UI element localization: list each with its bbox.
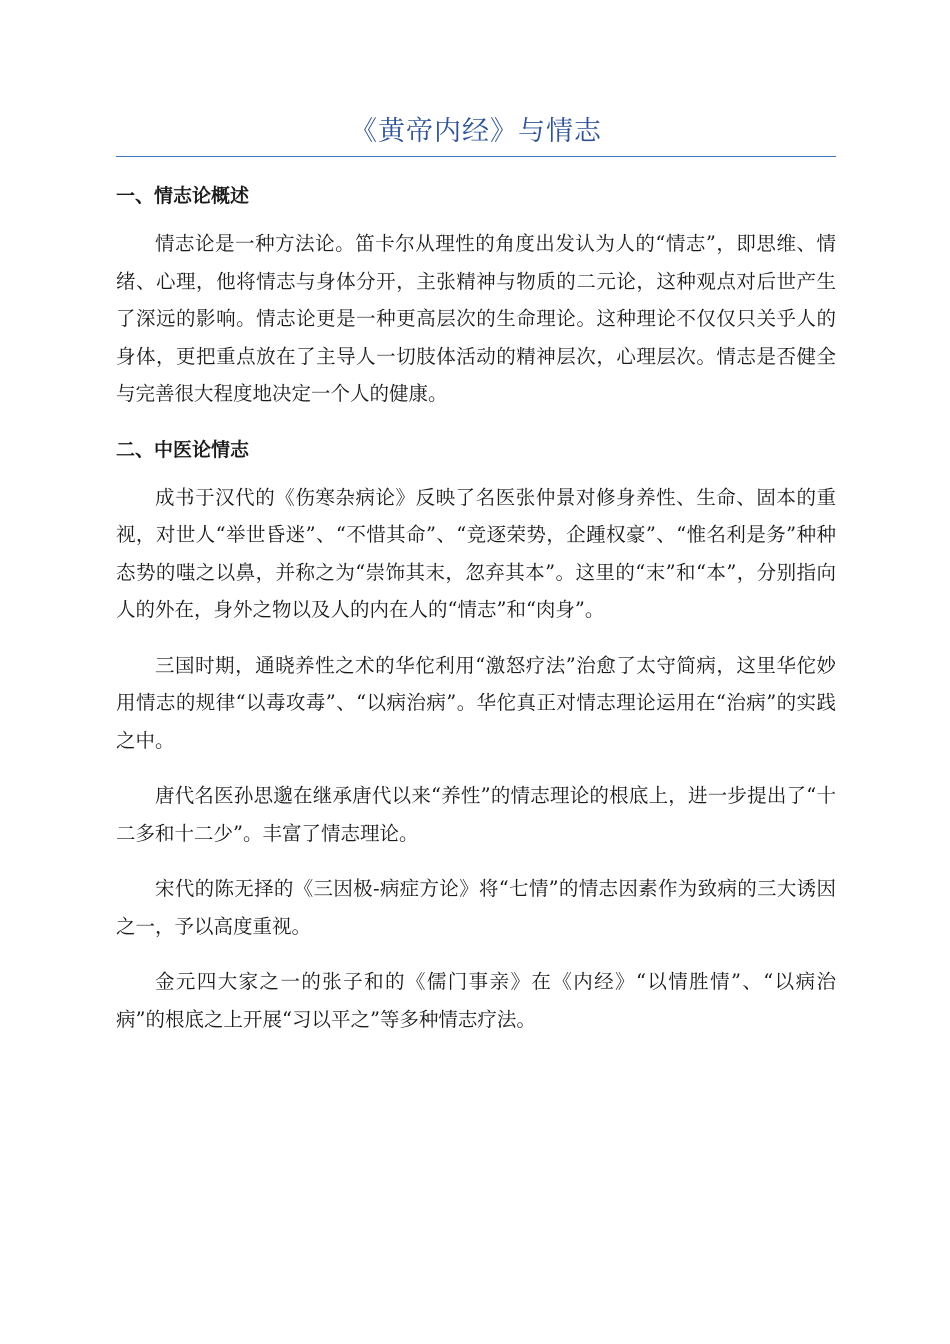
- document-page: [116, 110, 836, 1056]
- paragraph: 成书于汉代的《伤寒杂病论》反映了名医张仲景对修身养性、生命、固本的重视，对世人“举世昏迷”、“不惜其命”、“竞逐荣势，企踵权豪”、“惟名利是务”种种态势的嗤之以鼻，并称之为“崇饰其末，忽弃其本”。这里的“末”和“本”，分别指向人的外在，身外之物以及人的内在人的“情志”和“肉身”。: [116, 485, 836, 621]
- document-title: 《黄帝内经》与情志: [116, 110, 836, 157]
- paragraph: 宋代的陈无择的《三因极-病症方论》将“七情”的情志因素作为致病的三大诱因之一，予以高度重视。: [116, 877, 836, 938]
- paragraph: 三国时期，通晓养性之术的华佗利用“激怒疗法”治愈了太守简病，这里华佗妙用情志的规律“以毒攻毒”、“以病治病”。华佗真正对情志理论运用在“治病”的实践之中。: [116, 653, 836, 752]
- paragraph: 金元四大家之一的张子和的《儒门事亲》在《内经》“以情胜情”、“以病治病”的根底之上开展“习以平之”等多种情志疗法。: [116, 970, 836, 1031]
- section-heading-overview: 一、情志论概述: [116, 185, 250, 207]
- paragraph: 情志论是一种方法论。笛卡尔从理性的角度出发认为人的“情志”，即思维、情绪、心理，他将情志与身体分开，主张精神与物质的二元论，这种观点对后世产生了深远的影响。情志论更是一种更高层次的生命理论。这种理论不仅仅只关乎人的身体，更把重点放在了主导人一切肢体活动的精神层次，心理层次。情志是否健全与完善很大程度地决定一个人的健康。: [116, 232, 836, 405]
- section-heading-tcm: 二、中医论情志: [116, 438, 250, 461]
- paragraph: 唐代名医孙思邈在继承唐代以来“养性”的情志理论的根底上，进一步提出了“十二多和十二少”。丰富了情志理论。: [116, 784, 836, 845]
